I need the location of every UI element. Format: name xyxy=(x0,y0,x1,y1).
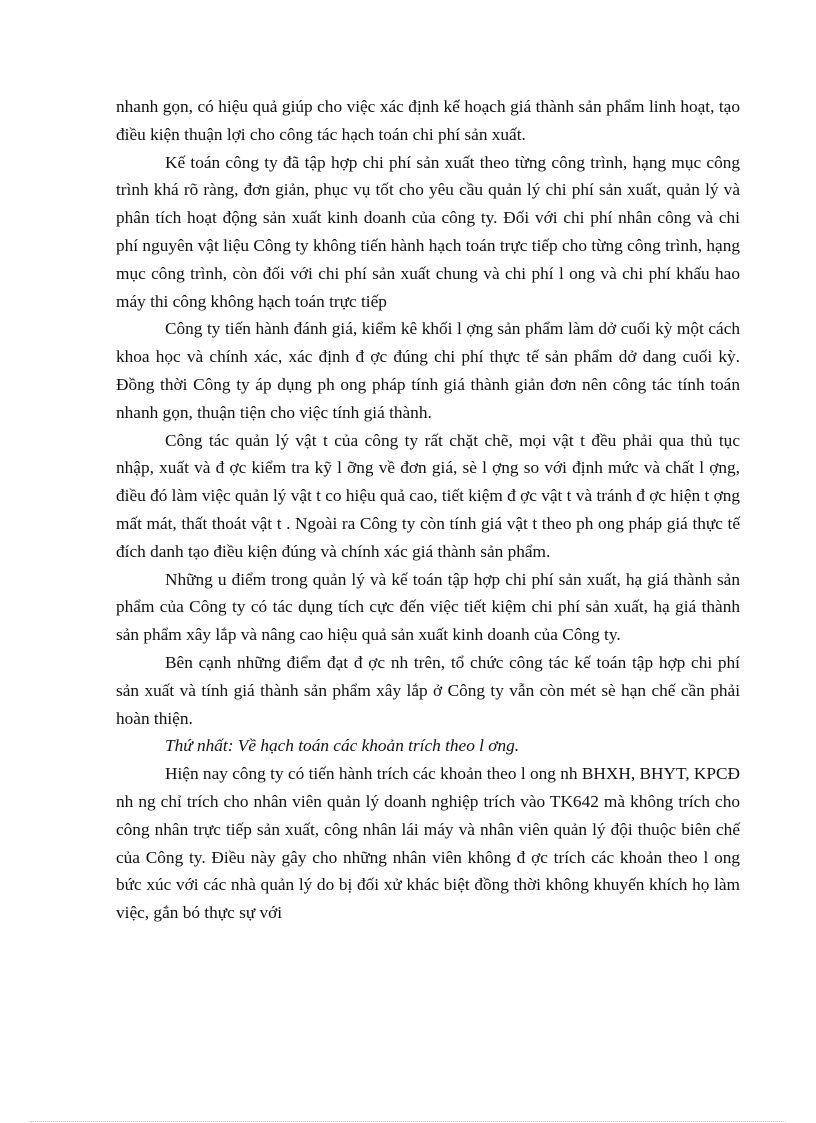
paragraph-1: nhanh gọn, có hiệu quả giúp cho việc xác định kế hoạch giá thành sản phẩm linh hoạt, tạo điều kiện thuận lợi cho công tác hạch toán chi phí sản xuất. xyxy=(116,97,740,144)
paragraph-4: Công tác quản lý vật t của công ty rất chặt chẽ, mọi vật t đều phải qua thủ tục nhập, xuất và đ ợc kiểm tra kỹ l ỡng về đơn giá, sè l ợng so với định mức và chất l ợng, điều đó làm việc quản lý vật t co hiệu quả cao, tiết kiệm đ ợc vật t và tránh đ ợc hiện t ợng mất mát, thất thoát vật t . Ngoài ra Công ty còn tính giá vật t theo ph ong pháp giá thực tế đích danh tạo điều kiện đúng và chính xác giá thành sản phẩm. xyxy=(116,430,740,561)
document-page xyxy=(116,93,740,927)
footer-dotted-divider xyxy=(30,1121,786,1122)
paragraph-3: Công ty tiến hành đánh giá, kiểm kê khối l ợng sản phẩm làm dở cuối kỳ một cách khoa học và chính xác, xác định đ ợc đúng chi phí thực tế sản phẩm dở dang cuối kỳ. Đồng thời Công ty áp dụng ph ong pháp tính giá thành giản đơn nên công tác tính toán nhanh gọn, thuận tiện cho việc tính giá thành. xyxy=(116,319,740,422)
paragraph-7: Hiện nay công ty có tiến hành trích các khoản theo l ong nh BHXH, BHYT, KPCĐ nh ng chỉ trích cho nhân viên quản lý doanh nghiệp trích vào TK642 mà không trích cho công nhân trực tiếp sản xuất, công nhân lái máy và nhân viên quản lý đội thuộc biên chế của Công ty. Điều này gây cho những nhân viên không đ ợc trích các khoản theo l ong bức xúc với các nhà quản lý do bị đối xử khác biệt đồng thời không khuyến khích họ làm việc, gắn bó thực sự với xyxy=(116,764,740,923)
paragraph-2: Kế toán công ty đã tập hợp chi phí sản xuất theo từng công trình, hạng mục công trình khá rõ ràng, đơn giản, phục vụ tốt cho yêu cầu quản lý chi phí sản xuất, quản lý và phân tích hoạt động sản xuất kinh doanh của công ty. Đối với chi phí nhân công và chi phí nguyên vật liệu Công ty không tiến hành hạch toán trực tiếp cho từng công trình, hạng mục công trình, còn đối với chi phí sản xuất chung và chi phí l ong và chi phí khấu hao máy thi công không hạch toán trực tiếp xyxy=(116,152,740,311)
section-heading-italic: Thứ nhất: Về hạch toán các khoản trích theo l ơng. xyxy=(165,736,520,756)
paragraph-5: Những u điểm trong quản lý và kế toán tập hợp chi phí sản xuất, hạ giá thành sản phẩm của Công ty có tác dụng tích cực đến việc tiết kiệm chi phí sản xuất, hạ giá thành sản phẩm xây lắp và nâng cao hiệu quả sản xuất kinh doanh của Công ty. xyxy=(116,569,740,645)
paragraph-6: Bên cạnh những điểm đạt đ ợc nh trên, tổ chức công tác kế toán tập hợp chi phí sản xuất và tính giá thành sản phẩm xây lắp ở Công ty vẫn còn mét sè hạn chế cần phải hoàn thiện. xyxy=(116,652,740,728)
